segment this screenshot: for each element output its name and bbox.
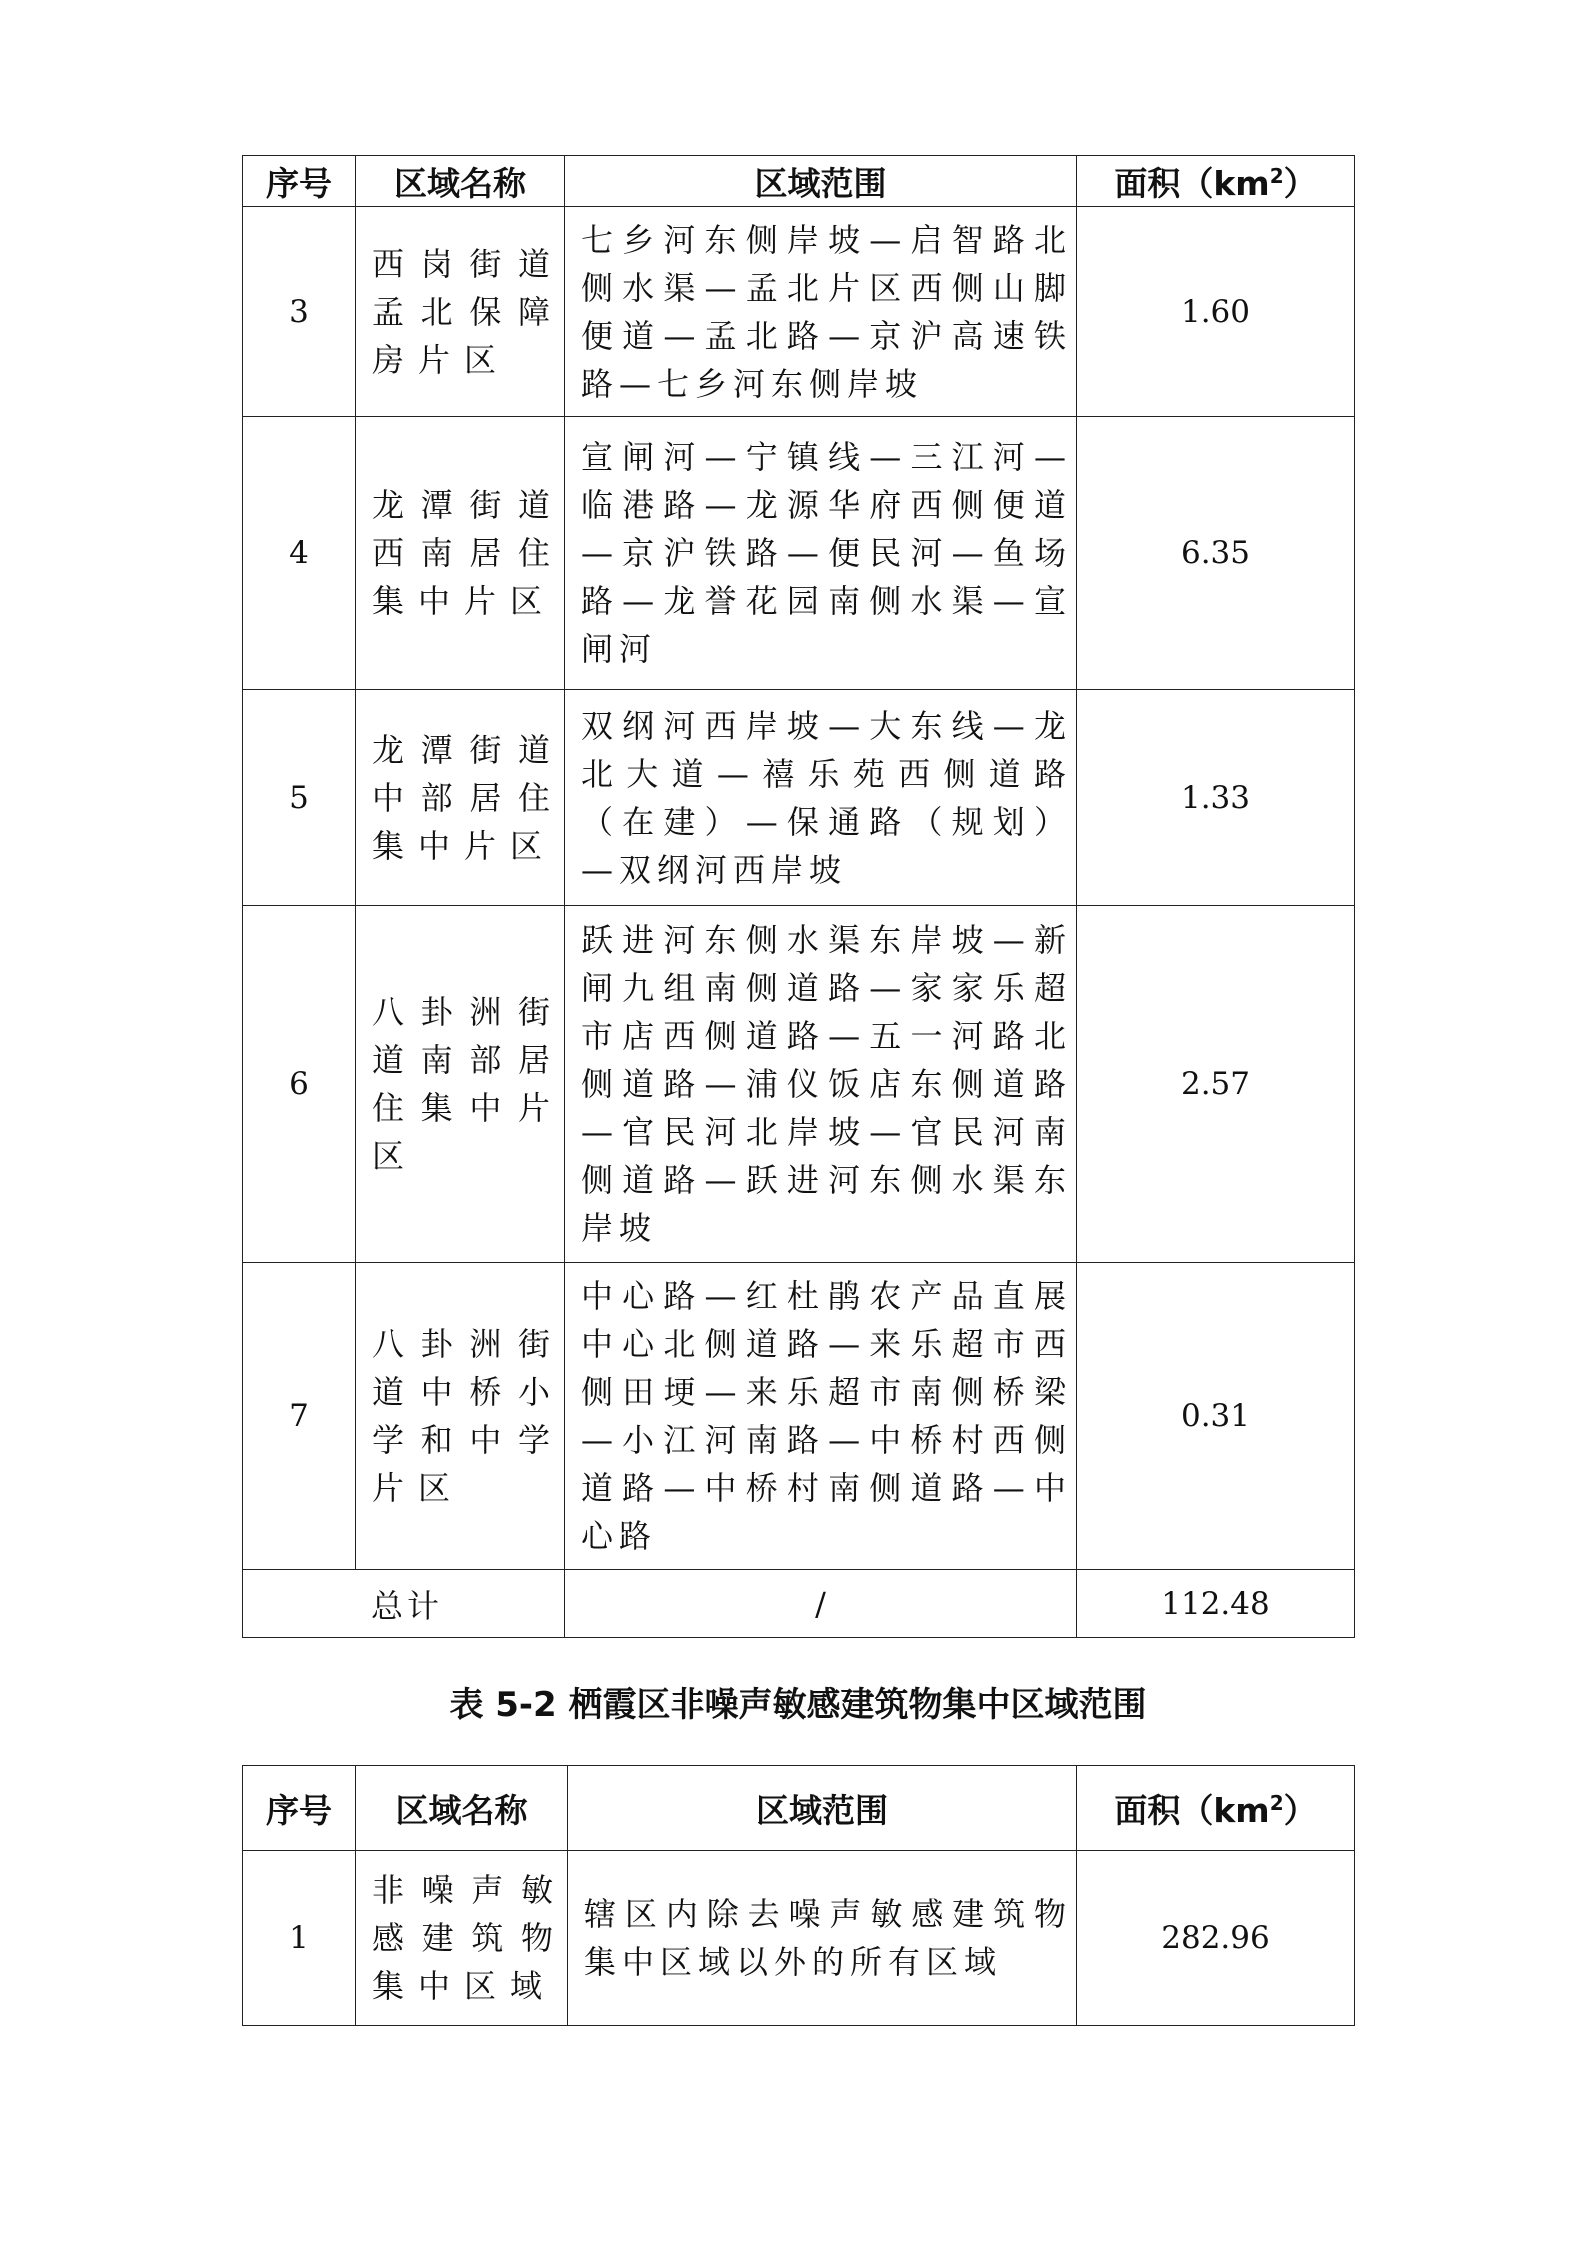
area-range: 宣闸河—宁镇线—三江河—临港路—龙源华府西侧便道—京沪铁路—便民河—鱼场路—龙誉花园南侧水渠—宣闸河 xyxy=(565,417,1077,690)
table-header-row xyxy=(243,1766,1355,1851)
area-name: 龙潭街道西南居住集中片区 xyxy=(356,417,565,690)
header-no: 序号 xyxy=(243,156,356,207)
header-name: 区域名称 xyxy=(356,156,565,207)
header-range: 区域范围 xyxy=(568,1766,1077,1851)
table-row xyxy=(243,690,1355,906)
table-row xyxy=(243,1263,1355,1570)
row-number: 7 xyxy=(243,1263,356,1570)
area-size: 6.35 xyxy=(1077,417,1355,690)
table-row xyxy=(243,906,1355,1263)
table-row xyxy=(243,1851,1355,2026)
area-name: 龙潭街道中部居住集中片区 xyxy=(356,690,565,906)
table-header-row xyxy=(243,156,1355,207)
header-range: 区域范围 xyxy=(565,156,1077,207)
total-range: / xyxy=(565,1570,1077,1638)
area-range: 跃进河东侧水渠东岸坡—新闸九组南侧道路—家家乐超市店西侧道路—五一河路北侧道路—浦仪饭店东侧道路—官民河北岸坡—官民河南侧道路—跃进河东侧水渠东岸坡 xyxy=(565,906,1077,1263)
row-number: 6 xyxy=(243,906,356,1263)
total-area: 112.48 xyxy=(1077,1570,1355,1638)
total-label: 总计 xyxy=(243,1570,565,1638)
area-size: 1.33 xyxy=(1077,690,1355,906)
table-5-2 xyxy=(242,1765,1354,2026)
row-number: 5 xyxy=(243,690,356,906)
area-name: 八卦洲街道南部居住集中片区 xyxy=(356,906,565,1263)
header-area: 面积$(km^2)$ xyxy=(1077,1766,1355,1851)
area-name: 非噪声敏感建筑物集中区域 xyxy=(356,1851,568,2026)
area-size: 2.57 xyxy=(1077,906,1355,1263)
header-no: 序号 xyxy=(243,1766,356,1851)
area-size: 0.31 xyxy=(1077,1263,1355,1570)
area-range: 七乡河东侧岸坡—启智路北侧水渠—孟北片区西侧山脚便道—孟北路—京沪高速铁路—七乡河东侧岸坡 xyxy=(565,207,1077,417)
table-row xyxy=(243,207,1355,417)
row-number: 3 xyxy=(243,207,356,417)
area-name: 西岗街道孟北保障房片区 xyxy=(356,207,565,417)
table-row xyxy=(243,417,1355,690)
header-name: 区域名称 xyxy=(356,1766,568,1851)
area-range: 辖区内除去噪声敏感建筑物集中区域以外的所有区域 xyxy=(568,1851,1077,2026)
row-number: 4 xyxy=(243,417,356,690)
row-number: 1 xyxy=(243,1851,356,2026)
header-area: 面积$(km^2)$ xyxy=(1077,156,1355,207)
area-range: 中心路—红杜鹃农产品直展中心北侧道路—来乐超市西侧田埂—来乐超市南侧桥梁—小江河南路—中桥村西侧道路—中桥村南侧道路—中心路 xyxy=(565,1263,1077,1570)
table-5-1-continued xyxy=(242,155,1354,1638)
area-name: 八卦洲街道中桥小学和中学片区 xyxy=(356,1263,565,1570)
area-size: 282.96 xyxy=(1077,1851,1355,2026)
table-caption: 表 5-2 栖霞区非噪声敏感建筑物集中区域范围 xyxy=(449,1685,1147,1725)
area-range: 双纲河西岸坡—大东线—龙北大道—禧乐苑西侧道路（在建）—保通路（规划）—双纲河西岸坡 xyxy=(565,690,1077,906)
total-row xyxy=(243,1570,1355,1638)
area-size: 1.60 xyxy=(1077,207,1355,417)
